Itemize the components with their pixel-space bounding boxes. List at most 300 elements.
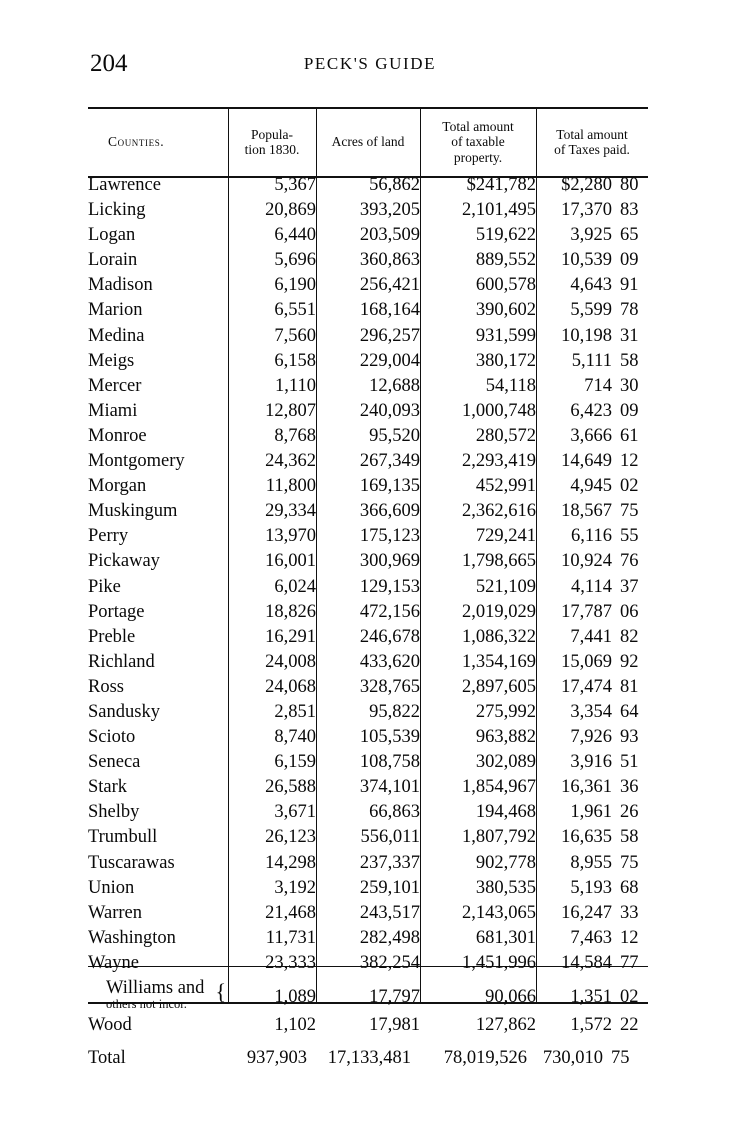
cell-property: 1,086,322 xyxy=(462,626,536,647)
page-header xyxy=(90,50,650,80)
cell-acres: 259,101 xyxy=(359,877,420,898)
cell-taxes xyxy=(536,527,648,552)
cell-taxes-dollars: 3,666 xyxy=(570,425,612,446)
cell-property: 963,882 xyxy=(475,727,536,748)
cell-population: 13,970 xyxy=(265,526,316,547)
table-row xyxy=(88,301,648,326)
cell-population: 3,671 xyxy=(274,802,316,823)
cell-county: Seneca xyxy=(88,752,141,773)
table-row xyxy=(88,904,648,929)
cell-taxes xyxy=(536,628,648,653)
table-row xyxy=(88,477,648,502)
cell-taxes-cents: 02 xyxy=(620,476,639,497)
cell-population: 16,291 xyxy=(265,626,316,647)
cell-acres: 237,337 xyxy=(359,852,420,873)
cell-taxes xyxy=(536,176,648,201)
table-row xyxy=(88,402,648,427)
cell-county: Logan xyxy=(88,225,136,246)
cell-taxes-dollars: 10,198 xyxy=(561,325,612,346)
cell-acres: 366,609 xyxy=(359,501,420,522)
column-header-counties: Counties. xyxy=(108,134,165,150)
cell-taxes-dollars: 1,961 xyxy=(570,802,612,823)
cell-property: 127,862 xyxy=(475,1015,536,1035)
cell-population: 12,807 xyxy=(265,400,316,421)
cell-county: Scioto xyxy=(88,727,136,748)
cell-taxes-dollars: 17,787 xyxy=(561,601,612,622)
cell-taxes-cents: 30 xyxy=(620,375,639,396)
cell-population: 8,740 xyxy=(274,727,316,748)
table-row xyxy=(88,603,648,628)
cell-taxes-cents: 12 xyxy=(620,451,639,472)
column-header-taxes-line2: of Taxes paid. xyxy=(554,142,630,157)
cell-taxes-cents: 33 xyxy=(620,902,639,923)
cell-taxes-dollars: 714 xyxy=(584,375,612,396)
table-row xyxy=(88,377,648,402)
cell-taxes-dollars: 4,945 xyxy=(570,476,612,497)
cell-taxes xyxy=(536,979,648,1016)
cell-taxes-cents: 93 xyxy=(620,727,639,748)
cell-population: 21,468 xyxy=(265,902,316,923)
cell-taxes-cents: 76 xyxy=(620,551,639,572)
cell-property: 600,578 xyxy=(475,275,536,296)
cell-taxes xyxy=(536,603,648,628)
cell-taxes-cents: 65 xyxy=(620,225,639,246)
column-header-population-line1: Popula- xyxy=(251,126,293,142)
table-row xyxy=(88,552,648,577)
cell-taxes-dollars: 15,069 xyxy=(561,651,612,672)
cell-property: 1,451,996 xyxy=(462,952,536,973)
cell-taxes-cents: 58 xyxy=(620,827,639,848)
cell-population: 29,334 xyxy=(265,501,316,522)
cell-county: Pickaway xyxy=(88,551,160,572)
cell-property: 902,778 xyxy=(475,852,536,873)
cell-county: Muskingum xyxy=(88,501,178,522)
cell-taxes-dollars: 5,599 xyxy=(570,300,612,321)
cell-taxes-cents: 26 xyxy=(620,802,639,823)
cell-property: 1,354,169 xyxy=(462,651,536,672)
cell-population: 6,158 xyxy=(274,350,316,371)
cell-property: 54,118 xyxy=(485,375,536,396)
cell-county: Meigs xyxy=(88,350,135,371)
cell-taxes xyxy=(536,879,648,904)
cell-taxes xyxy=(536,452,648,477)
cell-acres: 168,164 xyxy=(359,300,420,321)
cell-taxes-cents: 64 xyxy=(620,701,639,722)
table-row xyxy=(88,251,648,276)
cell-county: Ross xyxy=(88,676,124,697)
cell-acres: 229,004 xyxy=(359,350,420,371)
county-statistics-table xyxy=(88,108,648,1074)
cell-taxes-cents: 37 xyxy=(620,576,639,597)
cell-taxes-dollars: 6,116 xyxy=(571,526,612,547)
cell-county-line2: others not incor. xyxy=(106,996,187,1011)
table-row xyxy=(88,954,648,979)
cell-county: Lawrence xyxy=(88,175,161,195)
cell-acres: 175,123 xyxy=(359,526,420,547)
cell-taxes-dollars: 17,370 xyxy=(561,200,612,221)
brace-glyph: { xyxy=(215,979,226,1004)
column-header-property-line3: property. xyxy=(453,149,503,165)
cell-property: 1,807,792 xyxy=(462,827,536,848)
table-row xyxy=(88,929,648,954)
cell-property: 2,019,029 xyxy=(462,601,536,622)
cell-taxes-dollars: 7,926 xyxy=(570,727,612,748)
cell-taxes-cents: 06 xyxy=(620,601,639,622)
cell-county: Perry xyxy=(88,526,129,547)
cell-taxes xyxy=(536,728,648,753)
table-row xyxy=(88,828,648,853)
cell-county xyxy=(88,979,228,1016)
cell-taxes xyxy=(536,803,648,828)
cell-property: 729,241 xyxy=(475,526,536,547)
cell-property: 2,362,616 xyxy=(462,501,536,522)
cell-acres: 17,797 xyxy=(369,987,420,1008)
cell-county: Mercer xyxy=(88,375,142,396)
cell-population: 3,192 xyxy=(274,877,316,898)
table-row xyxy=(88,327,648,352)
cell-acres: 56,862 xyxy=(369,175,420,195)
table-row xyxy=(88,201,648,226)
cell-acres: 95,520 xyxy=(369,425,420,446)
cell-county: Warren xyxy=(88,902,142,923)
cell-taxes-cents: 68 xyxy=(620,877,639,898)
cell-property: 90,066 xyxy=(485,987,536,1008)
cell-population: 5,367 xyxy=(274,175,316,195)
cell-taxes-cents: 61 xyxy=(620,425,639,446)
cell-population: 11,731 xyxy=(265,927,316,948)
cell-population: 8,768 xyxy=(274,425,316,446)
cell-county: Trumbull xyxy=(88,827,158,848)
cell-population: 14,298 xyxy=(265,852,316,873)
table-row xyxy=(88,778,648,803)
cell-population: 24,362 xyxy=(265,451,316,472)
cell-county: Montgomery xyxy=(88,451,185,472)
cell-taxes xyxy=(536,301,648,326)
cell-population: 6,190 xyxy=(274,275,316,296)
cell-taxes-cents: 75 xyxy=(620,852,639,873)
cell-taxes xyxy=(536,954,648,979)
cell-taxes-dollars: 5,193 xyxy=(570,877,612,898)
table-row xyxy=(88,879,648,904)
cell-population: 6,551 xyxy=(274,300,316,321)
cell-taxes-dollars: 10,924 xyxy=(561,551,612,572)
cell-taxes xyxy=(536,377,648,402)
cell-taxes-dollars: 6,423 xyxy=(570,400,612,421)
cell-taxes xyxy=(536,402,648,427)
cell-population: 7,560 xyxy=(274,325,316,346)
cell-population: 24,068 xyxy=(265,676,316,697)
cell-taxes xyxy=(536,653,648,678)
cell-taxes-dollars: 18,567 xyxy=(561,501,612,522)
cell-taxes-dollars: 7,441 xyxy=(570,626,612,647)
cell-taxes-dollars: $2,280 xyxy=(561,175,612,195)
cell-property: 1,854,967 xyxy=(462,777,536,798)
cell-taxes xyxy=(536,1016,648,1041)
cell-county: Shelby xyxy=(88,802,140,823)
cell-county: Sandusky xyxy=(88,701,160,722)
table-row xyxy=(88,527,648,552)
cell-taxes-dollars: 16,361 xyxy=(561,777,612,798)
cell-acres: 374,101 xyxy=(359,777,420,798)
cell-population: 6,024 xyxy=(274,576,316,597)
table-row xyxy=(88,728,648,753)
cell-population: 1,089 xyxy=(274,987,316,1008)
cell-taxes-cents: 36 xyxy=(620,777,639,798)
cell-county: Richland xyxy=(88,651,155,672)
cell-population: 20,869 xyxy=(265,200,316,221)
cell-taxes xyxy=(536,276,648,301)
cell-population: 24,008 xyxy=(265,651,316,672)
cell-taxes-dollars: 16,635 xyxy=(561,827,612,848)
table-row xyxy=(88,703,648,728)
cell-total-taxes-dollars: 730,010 xyxy=(542,1048,603,1069)
cell-property: 390,602 xyxy=(475,300,536,321)
cell-taxes xyxy=(536,854,648,879)
cell-taxes-dollars: 1,572 xyxy=(570,1015,612,1035)
table-row xyxy=(88,653,648,678)
cell-taxes-dollars: 3,916 xyxy=(570,752,612,773)
cell-taxes-dollars: 14,584 xyxy=(561,952,612,973)
column-header-property-line1: Total amount xyxy=(442,119,514,135)
cell-population: 16,001 xyxy=(265,551,316,572)
cell-taxes-cents: 12 xyxy=(620,927,639,948)
cell-county: Stark xyxy=(88,777,128,798)
table-row xyxy=(88,502,648,527)
cell-county: Washington xyxy=(88,927,176,948)
cell-total-taxes xyxy=(536,1041,648,1074)
cell-county-line1: Williams and xyxy=(106,978,205,998)
cell-taxes xyxy=(536,251,648,276)
column-header-population xyxy=(228,108,316,176)
cell-acres: 300,969 xyxy=(359,551,420,572)
cell-taxes-cents: 78 xyxy=(620,300,639,321)
cell-property: 380,172 xyxy=(475,350,536,371)
table-row xyxy=(88,753,648,778)
table-row xyxy=(88,276,648,301)
cell-property: 519,622 xyxy=(475,225,536,246)
cell-taxes xyxy=(536,678,648,703)
cell-acres: 108,758 xyxy=(359,752,420,773)
cell-taxes-dollars: 4,114 xyxy=(571,576,612,597)
cell-taxes xyxy=(536,929,648,954)
cell-taxes-cents: 58 xyxy=(620,350,639,371)
cell-population: 23,333 xyxy=(265,952,316,973)
cell-total-label: Total xyxy=(88,1048,126,1069)
cell-population: 6,440 xyxy=(274,225,316,246)
cell-acres: 256,421 xyxy=(359,275,420,296)
column-header-population-line2: tion 1830. xyxy=(244,142,300,157)
table-row xyxy=(88,578,648,603)
cell-taxes-cents: 75 xyxy=(620,501,639,522)
cell-taxes-cents: 92 xyxy=(620,651,639,672)
cell-county: Monroe xyxy=(88,425,147,446)
cell-acres: 556,011 xyxy=(360,827,420,848)
cell-acres: 328,765 xyxy=(359,676,420,697)
cell-population: 26,123 xyxy=(265,827,316,848)
table-row xyxy=(88,628,648,653)
cell-county: Portage xyxy=(88,601,145,622)
cell-property: 889,552 xyxy=(475,250,536,271)
cell-property: 280,572 xyxy=(475,425,536,446)
cell-taxes xyxy=(536,703,648,728)
cell-population: 11,800 xyxy=(265,476,316,497)
cell-population: 18,826 xyxy=(265,601,316,622)
cell-property: 931,599 xyxy=(475,325,536,346)
cell-property: $241,782 xyxy=(466,175,536,195)
cell-taxes-cents: 22 xyxy=(620,1015,639,1035)
cell-taxes-cents: 91 xyxy=(620,275,639,296)
cell-total-taxes-cents: 75 xyxy=(611,1048,630,1069)
cell-taxes xyxy=(536,578,648,603)
table-row xyxy=(88,427,648,452)
cell-acres: 203,509 xyxy=(359,225,420,246)
table-head xyxy=(88,108,648,176)
cell-acres: 105,539 xyxy=(359,727,420,748)
cell-taxes-cents: 09 xyxy=(620,250,639,271)
cell-acres: 267,349 xyxy=(359,451,420,472)
table-row xyxy=(88,226,648,251)
cell-acres: 472,156 xyxy=(359,601,420,622)
cell-county: Morgan xyxy=(88,476,147,497)
table-row-williams xyxy=(88,979,648,1016)
cell-taxes-dollars: 7,463 xyxy=(570,927,612,948)
table-row xyxy=(88,854,648,879)
cell-acres: 246,678 xyxy=(359,626,420,647)
cell-taxes-dollars: 16,247 xyxy=(561,902,612,923)
cell-acres: 393,205 xyxy=(359,200,420,221)
cell-taxes xyxy=(536,201,648,226)
table-row xyxy=(88,678,648,703)
cell-population: 1,102 xyxy=(274,1015,316,1035)
cell-taxes-cents: 77 xyxy=(620,952,639,973)
cell-taxes xyxy=(536,778,648,803)
cell-population: 6,159 xyxy=(274,752,316,773)
cell-taxes xyxy=(536,502,648,527)
cell-population: 1,110 xyxy=(275,375,316,396)
cell-county: Lorain xyxy=(88,250,138,271)
cell-property: 1,798,665 xyxy=(462,551,536,572)
cell-total-property: 78,019,526 xyxy=(443,1048,527,1069)
cell-taxes-cents: 51 xyxy=(620,752,639,773)
header-row xyxy=(88,108,648,176)
cell-taxes xyxy=(536,552,648,577)
cell-total-population: 937,903 xyxy=(246,1048,307,1069)
cell-acres: 17,981 xyxy=(369,1015,420,1035)
table-body xyxy=(88,176,648,1074)
page-number: 204 xyxy=(90,50,128,77)
cell-total-acres: 17,133,481 xyxy=(327,1048,411,1069)
cell-acres: 433,620 xyxy=(359,651,420,672)
cell-taxes xyxy=(536,753,648,778)
cell-county: Union xyxy=(88,877,135,898)
cell-property: 452,991 xyxy=(475,476,536,497)
column-header-acres: Acres of land xyxy=(331,134,405,150)
cell-taxes-cents: 81 xyxy=(620,676,639,697)
cell-county: Wayne xyxy=(88,952,139,973)
cell-county: Miami xyxy=(88,400,138,421)
cell-property: 2,293,419 xyxy=(462,451,536,472)
cell-county: Medina xyxy=(88,325,145,346)
cell-taxes-dollars: 8,955 xyxy=(570,852,612,873)
running-head: PECK'S GUIDE xyxy=(303,54,437,73)
cell-property: 380,535 xyxy=(475,877,536,898)
cell-taxes xyxy=(536,477,648,502)
cell-taxes-cents: 31 xyxy=(620,325,639,346)
cell-population: 5,696 xyxy=(274,250,316,271)
cell-acres: 169,135 xyxy=(359,476,420,497)
cell-property: 2,143,065 xyxy=(462,902,536,923)
column-header-property-line2: of taxable xyxy=(451,134,505,150)
cell-acres: 12,688 xyxy=(369,375,420,396)
cell-taxes-cents: 02 xyxy=(620,987,639,1008)
cell-taxes-cents: 09 xyxy=(620,400,639,421)
table-row xyxy=(88,176,648,201)
cell-acres: 95,822 xyxy=(369,701,420,722)
cell-taxes-dollars: 17,474 xyxy=(561,676,612,697)
cell-county: Pike xyxy=(88,576,121,597)
table-row xyxy=(88,803,648,828)
cell-population: 2,851 xyxy=(274,701,316,722)
table-row xyxy=(88,1016,648,1041)
table-row xyxy=(88,452,648,477)
cell-acres: 129,153 xyxy=(359,576,420,597)
cell-taxes-cents: 80 xyxy=(620,175,639,195)
column-header-taxes xyxy=(536,108,648,176)
cell-property: 681,301 xyxy=(475,927,536,948)
cell-taxes-cents: 82 xyxy=(620,626,639,647)
cell-property: 194,468 xyxy=(475,802,536,823)
table-total-row xyxy=(88,1041,648,1074)
cell-acres: 243,517 xyxy=(359,902,420,923)
cell-acres: 240,093 xyxy=(359,400,420,421)
cell-taxes xyxy=(536,352,648,377)
cell-taxes-dollars: 1,351 xyxy=(570,987,612,1008)
column-header-property xyxy=(420,108,536,176)
cell-taxes-dollars: 3,354 xyxy=(570,701,612,722)
cell-property: 275,992 xyxy=(475,701,536,722)
cell-taxes-dollars: 5,111 xyxy=(571,350,612,371)
cell-acres: 382,254 xyxy=(359,952,420,973)
cell-taxes-dollars: 14,649 xyxy=(561,451,612,472)
cell-taxes-dollars: 10,539 xyxy=(561,250,612,271)
cell-county: Preble xyxy=(88,626,136,647)
cell-taxes xyxy=(536,427,648,452)
column-header-taxes-line1: Total amount xyxy=(556,126,628,142)
cell-population: 26,588 xyxy=(265,777,316,798)
cell-county: Madison xyxy=(88,275,153,296)
cell-taxes-cents: 55 xyxy=(620,526,639,547)
cell-taxes-dollars: 4,643 xyxy=(570,275,612,296)
cell-property: 2,101,495 xyxy=(462,200,536,221)
cell-taxes-cents: 83 xyxy=(620,200,639,221)
cell-taxes xyxy=(536,226,648,251)
cell-property: 521,109 xyxy=(475,576,536,597)
cell-property: 302,089 xyxy=(475,752,536,773)
cell-county: Tuscarawas xyxy=(88,852,175,873)
cell-taxes-dollars: 3,925 xyxy=(570,225,612,246)
cell-acres: 296,257 xyxy=(359,325,420,346)
cell-acres: 282,498 xyxy=(359,927,420,948)
cell-taxes xyxy=(536,828,648,853)
cell-acres: 66,863 xyxy=(369,802,420,823)
cell-taxes xyxy=(536,904,648,929)
cell-county: Marion xyxy=(88,300,143,321)
cell-property: 1,000,748 xyxy=(462,400,536,421)
cell-taxes xyxy=(536,327,648,352)
cell-county: Wood xyxy=(88,1015,132,1035)
cell-acres: 360,863 xyxy=(359,250,420,271)
cell-property: 2,897,605 xyxy=(462,676,536,697)
